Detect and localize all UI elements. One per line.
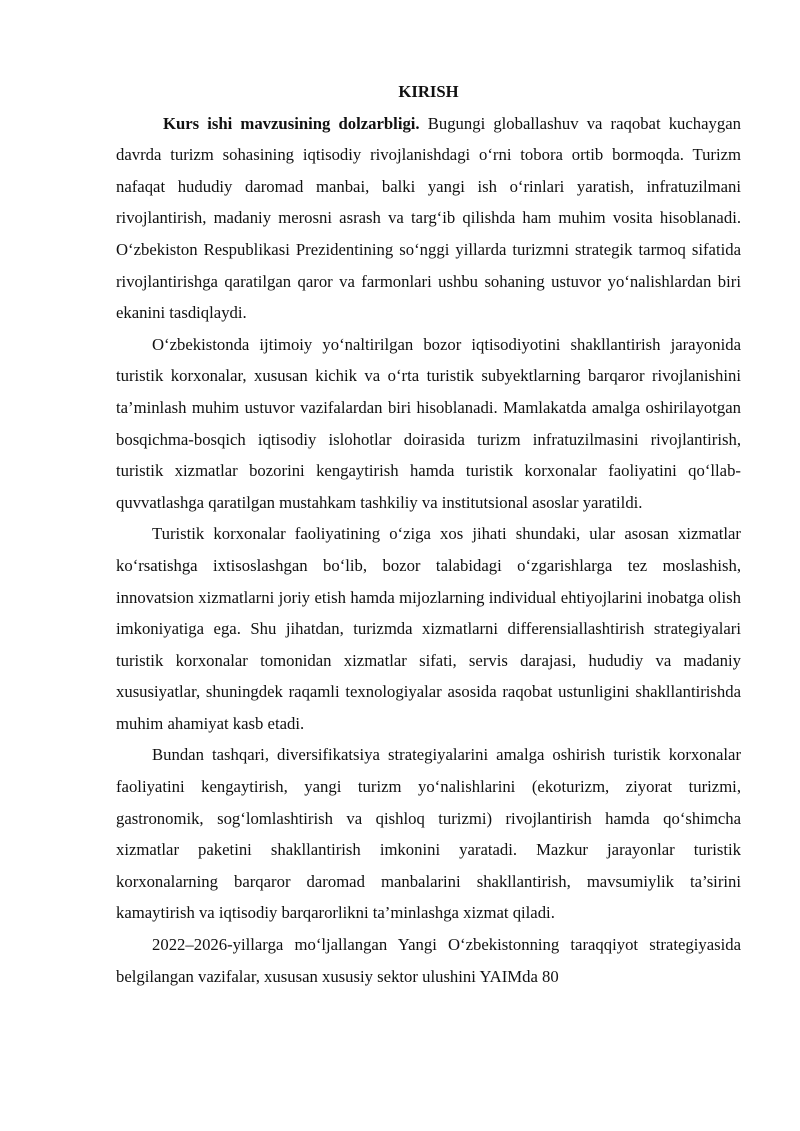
paragraph-strategy: 2022–2026-yillarga mo‘ljallangan Yangi O‘zbekistonning taraqqiyot strategiyasida belgilangan vazifalar, xususan xususiy sektor ulushini YAIMda 80 — [116, 935, 741, 986]
document-body — [116, 76, 741, 992]
paragraph-market-economy: O‘zbekistonda ijtimoiy yo‘naltirilgan bozor iqtisodiyotini shakllantirish jarayonida turistik korxonalar, xususan kichik va o‘rta turistik subyektlarning barqaror rivojlanishini ta’minlash muhim ustuvor vazifalardan biri hisoblanadi. Mamlakatda amalga oshirilayotgan bosqichma-bosqich iqtisodiy islohotlar doirasida turizm infratuzilmasini rivojlantirish, turistik xizmatlar bozorini kengaytirish hamda turistik korxonalar faoliyatini qo‘llab-quvvatlashga qaratilgan mustahkam tashkiliy va institutsional asoslar yaratildi. — [116, 334, 741, 512]
paragraph-relevance — [116, 108, 741, 329]
paragraph-text: Bugungi globallashuv va raqobat kuchaygan davrda turizm sohasining iqtisodiy rivojlanishdagi o‘rni tobora ortib bormoqda. Turizm nafaqat hududiy daromad manbai, balki yangi ish o‘rinlari yaratish, infratuzilmani rivojlantirish, madaniy merosni asrash va targ‘ib qilishda ham muhim vosita hisoblanadi. O‘zbekiston Respublikasi Prezidentining so‘nggi yillarda turizmni strategik tarmoq sifatida rivojlantirishga qaratilgan qaror va farmonlari ushbu sohaning ustuvor yo‘nalishlardan biri ekanini tasdiqlaydi. — [116, 113, 741, 323]
section-heading: KIRISH — [398, 82, 459, 101]
paragraph-lead: Kurs ishi mavzusining dolzarbligi. — [163, 113, 420, 133]
paragraph-specifics: Turistik korxonalar faoliyatining o‘ziga xos jihati shundaki, ular asosan xizmatlar ko‘rsatishga ixtisoslashgan bo‘lib, bozor talabidagi o‘zgarishlarga tez moslashish, innovatsion xizmatlarni joriy etish hamda mijozlarning individual ehtiyojlarini inobatga olish imkoniyatiga ega. Shu jihatdan, turizmda xizmatlarni differensiallashtirish strategiyalari turistik korxonalar tomonidan xizmatlar sifati, servis darajasi, hududiy va madaniy xususiyatlar, shuningdek raqamli texnologiyalar asosida raqobat ustunligini shakllantirishda muhim ahamiyat kasb etadi. — [116, 524, 741, 733]
paragraph-diversification: Bundan tashqari, diversifikatsiya strategiyalarini amalga oshirish turistik korxonalar faoliyatini kengaytirish, yangi turizm yo‘nalishlarini (ekoturizm, ziyorat turizmi, gastronomik, sog‘lomlashtirish va qishloq turizmi) rivojlantirish hamda qo‘shimcha xizmatlar paketini shakllantirish imkonini yaratadi. Mazkur jarayonlar turistik korxonalarning barqaror daromad manbalarini shakllantirish, mavsumiylik ta’sirini kamaytirish va iqtisodiy barqarorlikni ta’minlashga xizmat qiladi. — [116, 745, 741, 923]
